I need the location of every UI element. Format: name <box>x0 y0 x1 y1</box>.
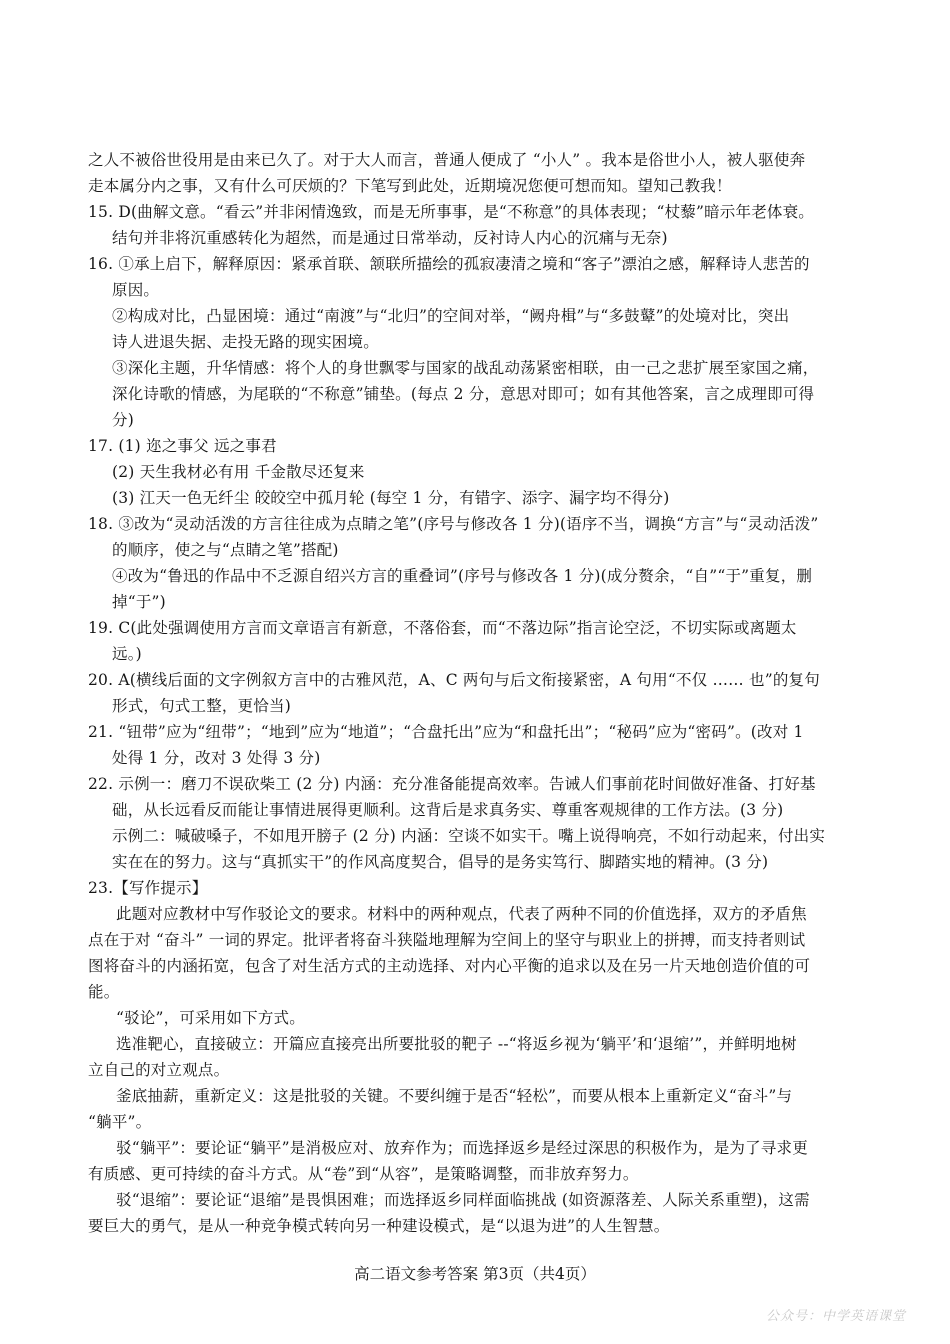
page-footer: 高二语文参考答案 第3页（共4页） <box>354 1265 596 1283</box>
answer-20: 20. A(横线后面的文字例叙方言中的古雅风范，A、C 两句与后文衔接紧密，A 句用“不仅 …… 也”的复句 <box>88 671 820 689</box>
text-line: “驳论”，可采用如下方式。 <box>116 1009 305 1027</box>
text-line: 点在于对 “奋斗” 一词的界定。批评者将奋斗狭隘地理解为空间上的坚守与职业上的拼搏，而支持者则试 <box>88 931 806 949</box>
text-line: 有质感、更可持续的奋斗方式。从“卷”到“从容”，是策略调整，而非放弃努力。 <box>88 1165 639 1183</box>
text-line: 形式，句式工整，更恰当) <box>112 697 291 715</box>
text-line: 之人不被俗世役用是由来已久了。对于大人而言，普通人便成了 “小人” 。我本是俗世小人，被人驱使奔 <box>88 151 806 169</box>
text-line: 驳“退缩”：要论证“退缩”是畏惧困难；而选择返乡同样面临挑战 (如资源落差、人际关系重塑)，这需 <box>116 1191 810 1209</box>
answer-18: 18. ③改为“灵动活泼的方言往往成为点睛之笔”(序号与修改各 1 分)(语序不当，调换“方言”与“灵动活泼” <box>88 515 819 533</box>
text-line: 的顺序，使之与“点睛之笔”搭配) <box>112 541 339 559</box>
text-line: 立自己的对立观点。 <box>88 1061 230 1079</box>
text-line: “躺平”。 <box>88 1113 152 1131</box>
text-line: 此题对应教材中写作驳论文的要求。材料中的两种观点，代表了两种不同的价值选择，双方的矛盾焦 <box>116 905 807 923</box>
text-line: ④改为“鲁迅的作品中不乏源自绍兴方言的重叠词”(序号与修改各 1 分)(成分赘余，“自”“于”重复，删 <box>112 567 813 585</box>
text-line: (3) 江天一色无纤尘 皎皎空中孤月轮 (每空 1 分，有错字、添字、漏字均不得分) <box>112 489 670 507</box>
answer-17: 17. (1) 迩之事父 远之事君 <box>88 437 277 455</box>
text-line: 能。 <box>88 983 120 1001</box>
text-line: 图将奋斗的内涵拓宽，包含了对生活方式的主动选择、对内心平衡的追求以及在另一片天地创造价值的可 <box>88 957 811 975</box>
text-line: 釜底抽薪，重新定义：这是批驳的关键。不要纠缠于是否“轻松”，而要从根本上重新定义“奋斗”与 <box>116 1087 793 1105</box>
text-line: 处得 1 分，改对 3 处得 3 分) <box>112 749 321 767</box>
text-line: 走本属分内之事，又有什么可厌烦的？下笔写到此处，近期境况您便可想而知。望知己教我！ <box>88 177 732 195</box>
text-line: 远。) <box>112 645 142 663</box>
text-line: ②构成对比，凸显困境：通过“南渡”与“北归”的空间对举，“阙舟楫”与“多鼓鼙”的处境对比，突出 <box>112 307 790 325</box>
text-line: 掉“于”) <box>112 593 166 611</box>
answer-22: 22. 示例一：磨刀不误砍柴工 (2 分) 内涵：充分准备能提高效率。告诫人们事前花时间做好准备、打好基 <box>88 775 816 793</box>
watermark: 公众号：中学英语课堂 <box>765 1309 906 1324</box>
text-line: 实在在的努力。这与“真抓实干”的作风高度契合，倡导的是务实笃行、脚踏实地的精神。(3 分) <box>112 853 769 871</box>
text-line: 分) <box>112 411 134 429</box>
text-line: 础，从长远看反而能让事情进展得更顺利。这背后是求真务实、尊重客观规律的工作方法。(3 分) <box>112 801 784 819</box>
text-line: ③深化主题，升华情感：将个人的身世飘零与国家的战乱动荡紧密相联，由一己之悲扩展至家国之痛， <box>112 359 819 377</box>
answer-23-heading: 23.【写作提示】 <box>88 879 208 897</box>
answer-16: 16. ①承上启下，解释原因：紧承首联、颔联所描绘的孤寂凄清之境和“客子”漂泊之感，解释诗人悲苦的 <box>88 255 810 273</box>
text-line: 要巨大的勇气，是从一种竞争模式转向另一种建设模式，是“以退为进”的人生智慧。 <box>88 1217 670 1235</box>
text-line: 结句并非将沉重感转化为超然，而是通过日常举动，反衬诗人内心的沉痛与无奈) <box>112 229 668 247</box>
text-line: 示例二：喊破嗓子，不如甩开膀子 (2 分) 内涵：空谈不如实干。嘴上说得响亮，不如行动起来，付出实 <box>112 827 826 845</box>
text-line: 驳“躺平”：要论证“躺平”是消极应对、放弃作为；而选择返乡是经过深思的积极作为，是为了寻求更 <box>116 1139 808 1157</box>
text-line: 深化诗歌的情感，为尾联的“不称意”铺垫。(每点 2 分，意思对即可；如有其他答案，言之成理即可得 <box>112 385 815 403</box>
text-line: 诗人进退失据、走投无路的现实困境。 <box>112 333 379 351</box>
answer-19: 19. C(此处强调使用方言而文章语言有新意，不落俗套，而“不落边际”指言论空泛，不切实际或离题太 <box>88 619 797 637</box>
text-line: 原因。 <box>112 281 160 299</box>
text-line: 选准靶心，直接破立：开篇应直接亮出所要批驳的靶子 --“将返乡视为‘躺平’和‘退缩’”，并鲜明地树 <box>116 1035 797 1053</box>
answer-15: 15. D(曲解文意。“看云”并非闲情逸致，而是无所事事，是“不称意”的具体表现；“杖藜”暗示年老体衰。 <box>88 203 814 221</box>
answer-21: 21. “钮带”应为“纽带”；“地到”应为“地道”；“合盘托出”应为“和盘托出”；“秘码”应为“密码”。(改对 1 <box>88 723 804 741</box>
text-line: (2) 天生我材必有用 千金散尽还复来 <box>112 463 365 481</box>
